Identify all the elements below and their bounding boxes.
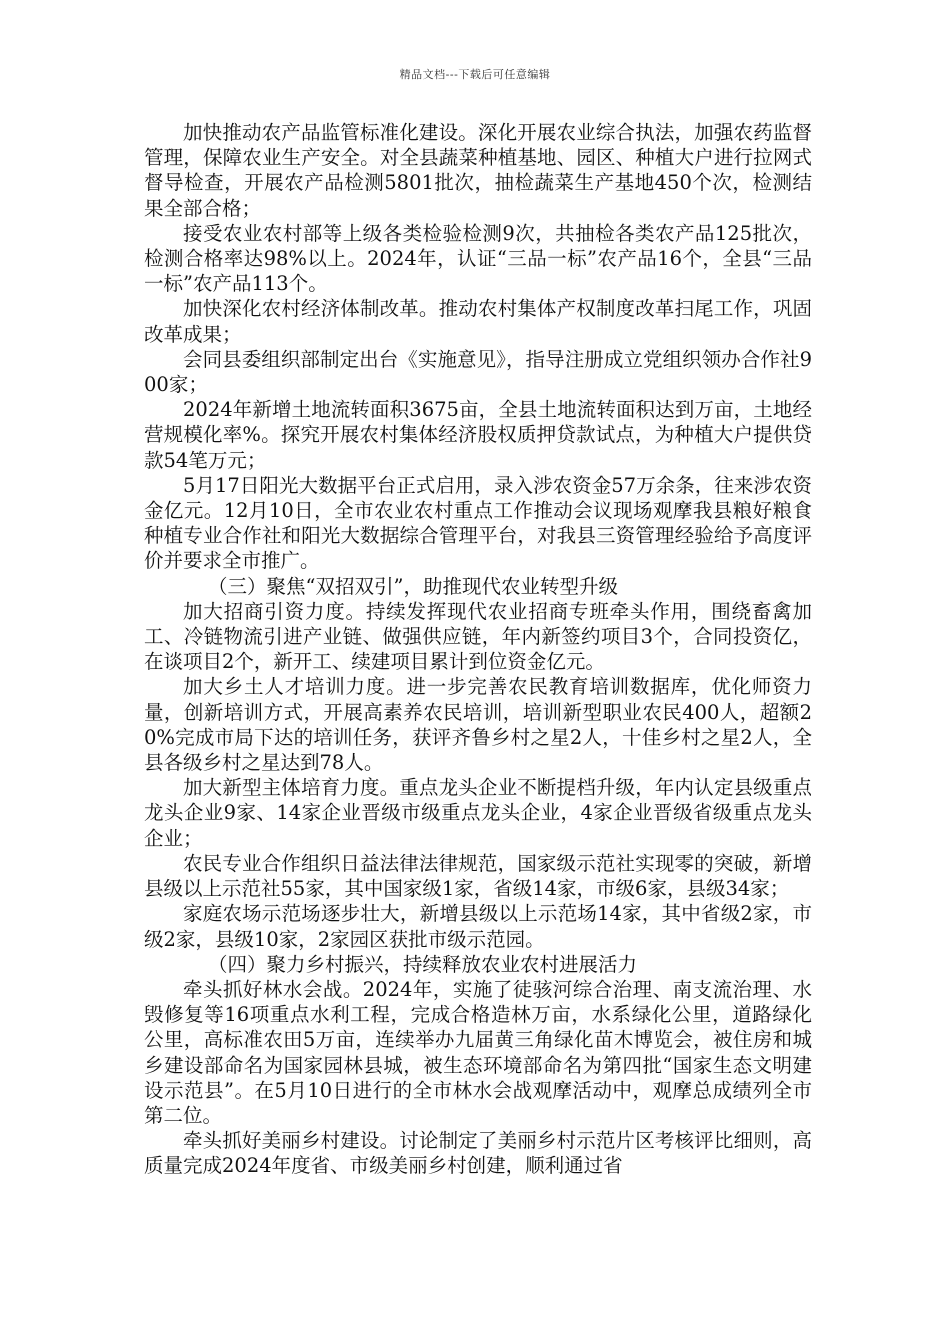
paragraph-beautiful-village: 牵头抓好美丽乡村建设。讨论制定了美丽乡村示范片区考核评比细则，高质量完成2024年度省、市级美丽乡村创建，顺利通过省 <box>144 1129 812 1178</box>
paragraph-family-farms: 家庭农场示范场逐步壮大，新增县级以上示范场14家，其中省级2家，市级2家，县级10家，2家园区获批市级示范园。 <box>144 902 812 951</box>
paragraph-reform: 加快深化农村经济体制改革。推动农村集体产权制度改革扫尾工作，巩固改革成果； <box>144 297 812 346</box>
paragraph-inspection: 接受农业农村部等上级各类检验检测9次，共抽检各类农产品125批次，检测合格率达98%以上。2024年，认证“三品一标”农产品16个，全县“三品一标”农产品113个。 <box>144 221 812 296</box>
paragraph-data-platform: 5月17日阳光大数据平台正式启用，录入涉农资金57万余条，往来涉农资金亿元。12月10日，全市农业农村重点工作推动会议现场观摩我县粮好粮食种植专业合作社和阳光大数据综合管理平台，对我县三资管理经验给予高度评价并要求全市推广。 <box>144 473 812 573</box>
paragraph-forestry-water: 牵头抓好林水会战。2024年，实施了徒骇河综合治理、南支流治理、水毁修复等16项重点水利工程，完成合格造林万亩，水系绿化公里，道路绿化公里，高标准农田5万亩，连续举办九届黄三角绿化苗木博览会，被住房和城乡建设部命名为国家园林县城，被生态环境部命名为第四批“国家生态文明建设示范县”。在5月10日进行的全市林水会战观摩活动中，观摩总成绩列全市第二位。 <box>144 977 812 1127</box>
section-heading-3: （三）聚焦“双招双引”，助推现代农业转型升级 <box>208 574 618 598</box>
paragraph-supervision: 加快推动农产品监管标准化建设。深化开展农业综合执法，加强农药监督管理，保障农业生产安全。对全县蔬菜种植基地、园区、种植大户进行拉网式督导检查，开展农产品检测5801批次，抽检蔬菜生产基地450个次，检测结果全部合格； <box>144 121 812 220</box>
paragraph-talent-training: 加大乡土人才培训力度。进一步完善农民教育培训数据库，优化师资力量，创新培训方式，开展高素养农民培训，培训新型职业农民400人，超额20%完成市局下达的培训任务，获评齐鲁乡村之星2人，十佳乡村之星2人，全县各级乡村之星达到78人。 <box>144 675 812 775</box>
paragraph-farmer-cooperatives: 农民专业合作组织日益法律法律规范，国家级示范社实现零的突破，新增县级以上示范社55家，其中国家级1家，省级14家，市级6家，县级34家； <box>144 851 812 901</box>
page-header: 精品文档---下载后可任意编辑 <box>399 68 551 81</box>
section-heading-4: （四）聚力乡村振兴，持续释放农业农村进展活力 <box>208 952 638 976</box>
paragraph-land-transfer: 2024年新增土地流转面积3675亩，全县土地流转面积达到万亩，土地经营规模化率%。探究开展农村集体经济股权质押贷款试点，为种植大户提供贷款54笔万元； <box>144 398 812 472</box>
paragraph-cooperatives: 会同县委组织部制定出台《实施意见》，指导注册成立党组织领办合作社900家； <box>144 347 812 397</box>
paragraph-enterprises: 加大新型主体培育力度。重点龙头企业不断提档升级，年内认定县级重点龙头企业9家、14家企业晋级市级重点龙头企业，4家企业晋级省级重点龙头企业； <box>144 776 812 850</box>
paragraph-investment: 加大招商引资力度。持续发挥现代农业招商专班牵头作用，围绕畜禽加工、冷链物流引进产业链、做强供应链，年内新签约项目3个，合同投资亿，在谈项目2个，新开工、续建项目累计到位资金亿元。 <box>144 599 812 674</box>
document-body <box>144 120 812 1179</box>
